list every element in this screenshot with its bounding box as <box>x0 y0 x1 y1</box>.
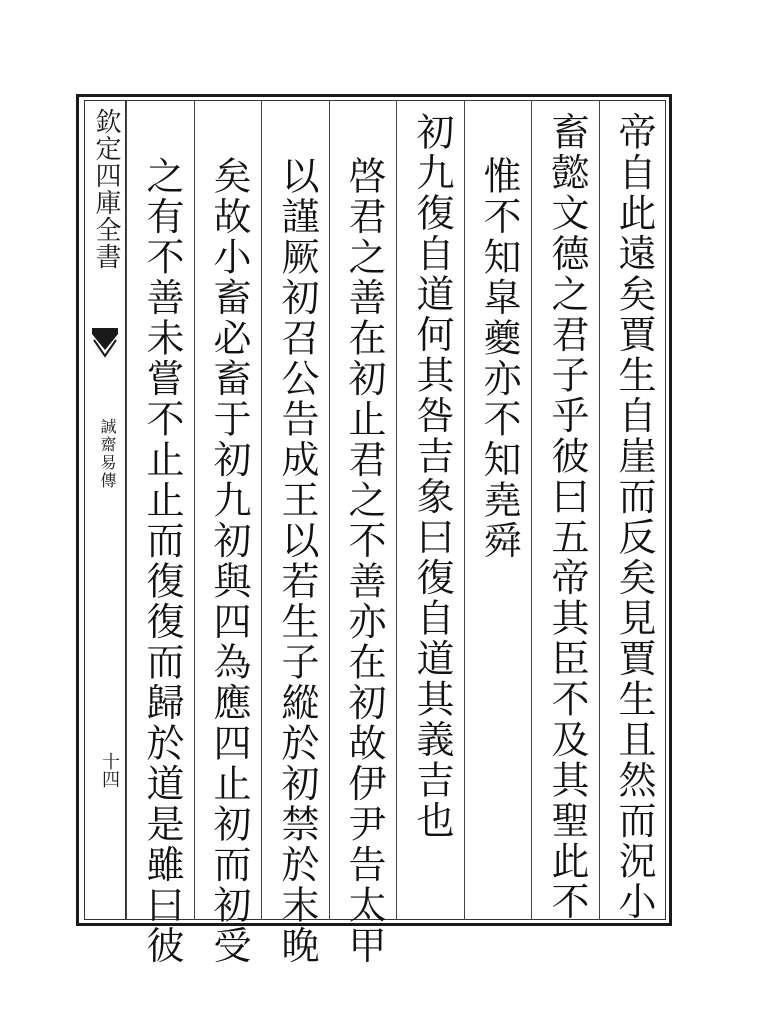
text-column: 矣故小畜必畜于初九初與四為應四止初而初受 <box>207 156 251 966</box>
column-rule <box>329 100 330 920</box>
text-column: 初九復自道何其咎吉象曰復自道其義吉也 <box>410 112 454 841</box>
column-rule <box>126 100 127 920</box>
column-rule <box>396 100 397 920</box>
column-rule <box>531 100 532 920</box>
column-rule <box>599 100 600 920</box>
column-rule <box>464 100 465 920</box>
text-column: 啓君之善在初止君之不善亦在初故伊尹告太甲 <box>342 156 386 966</box>
text-column: 之有不善未嘗不止止而復復而歸於道是雖曰彼 <box>140 156 184 966</box>
fishtail-mark-icon <box>90 326 120 366</box>
text-column: 惟不知皐夔亦不知堯舜 <box>477 156 521 561</box>
text-column: 帝自此遠矣賈生自崖而反矣見賈生且然而況小 <box>612 112 656 922</box>
book-title: 誠齋易傳 <box>98 418 117 490</box>
column-rule <box>194 100 195 920</box>
text-column: 畜懿文德之君子乎彼曰五帝其臣不及其聖此不 <box>545 112 589 922</box>
column-rule <box>261 100 262 920</box>
page-number: 十四 <box>99 752 120 788</box>
text-column: 以謹厥初召公告成王以若生子縱於初禁於末晚 <box>275 156 319 966</box>
series-title: 欽定四庫全書 <box>91 108 121 270</box>
